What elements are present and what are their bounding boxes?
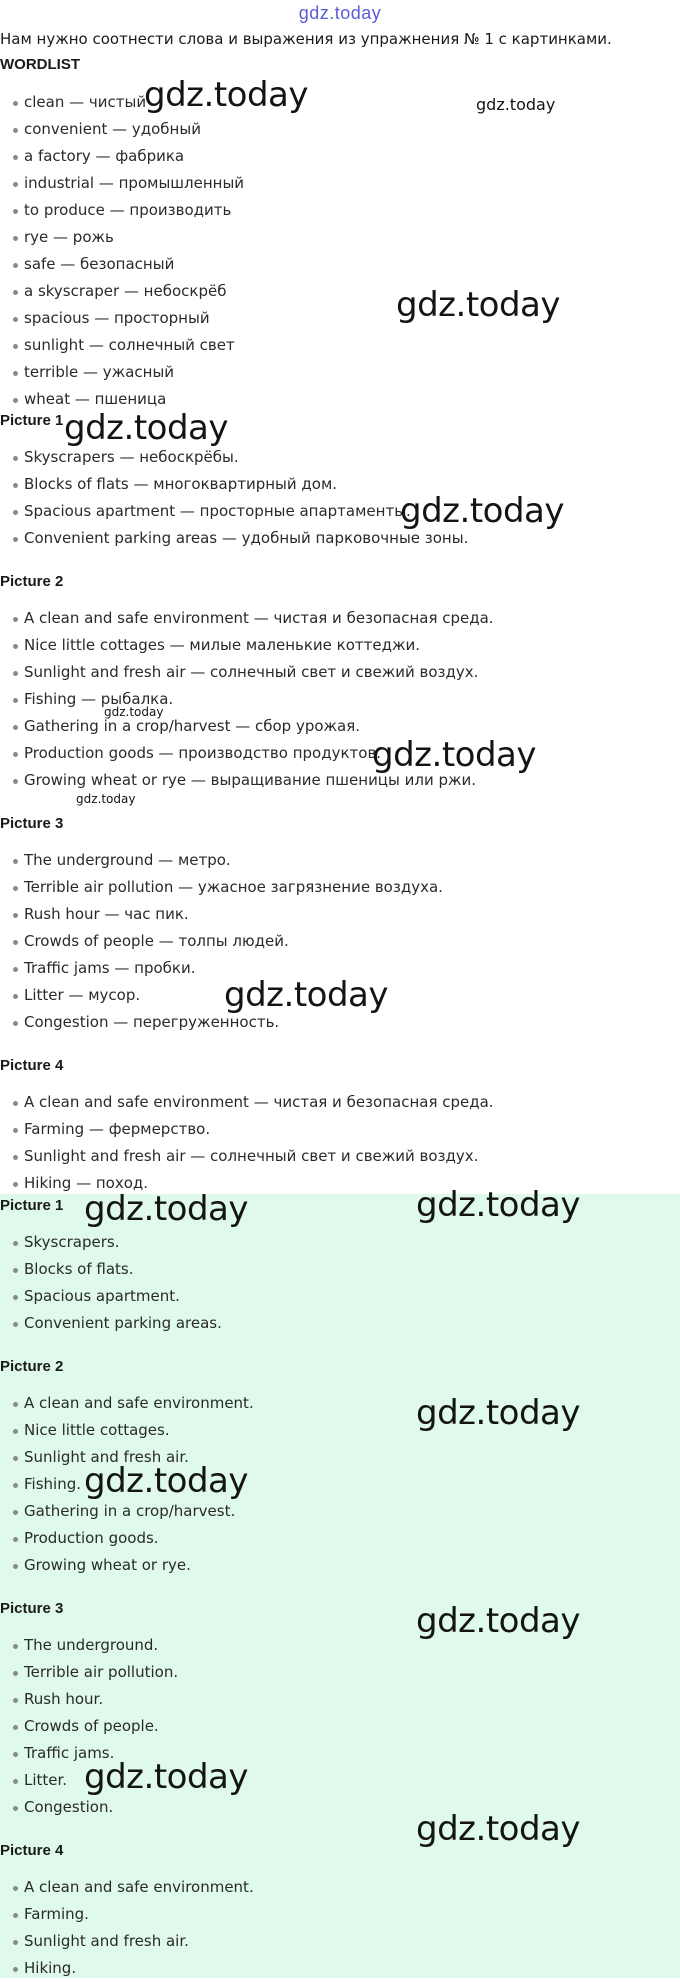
watermark: gdz.today bbox=[144, 75, 308, 115]
watermark: gdz.today bbox=[84, 1461, 248, 1501]
list-item: A clean and safe environment — чистая и безопасная среда. bbox=[0, 605, 494, 632]
picture-1-translation-list bbox=[0, 444, 468, 552]
list-item: Nice little cottages. bbox=[0, 1417, 254, 1444]
watermark: gdz.today bbox=[416, 1601, 580, 1641]
watermark: gdz.today bbox=[476, 95, 556, 114]
list-item: Growing wheat or rye — выращивание пшеницы или ржи. bbox=[0, 767, 494, 794]
list-item: A clean and safe environment. bbox=[0, 1390, 254, 1417]
picture-1-heading: Picture 1 bbox=[0, 412, 64, 429]
list-item: The underground. bbox=[0, 1632, 178, 1659]
list-item: Farming — фермерство. bbox=[0, 1116, 494, 1143]
list-item: A clean and safe environment. bbox=[0, 1874, 254, 1901]
watermark: gdz.today bbox=[224, 975, 388, 1015]
picture-4-heading: Picture 4 bbox=[0, 1057, 64, 1074]
answer-picture-2-list bbox=[0, 1390, 254, 1579]
list-item: rye — рожь bbox=[0, 224, 244, 251]
list-item: Production goods — производство продуктов. bbox=[0, 740, 494, 767]
list-item: Hiking. bbox=[0, 1955, 254, 1982]
watermark: gdz.today bbox=[84, 1757, 248, 1797]
answer-picture-1-heading: Picture 1 bbox=[0, 1197, 64, 1214]
wordlist bbox=[0, 89, 244, 413]
list-item: clean — чистый bbox=[0, 89, 244, 116]
list-item: Traffic jams. bbox=[0, 1740, 178, 1767]
list-item: Convenient parking areas. bbox=[0, 1310, 222, 1337]
list-item: safe — безопасный bbox=[0, 251, 244, 278]
picture-4-translation-list bbox=[0, 1089, 494, 1197]
list-item: Congestion. bbox=[0, 1794, 178, 1821]
list-item: Sunlight and fresh air. bbox=[0, 1444, 254, 1471]
list-item: Terrible air pollution. bbox=[0, 1659, 178, 1686]
list-item: Litter — мусор. bbox=[0, 982, 443, 1009]
list-item: Skyscrapers — небоскрёбы. bbox=[0, 444, 468, 471]
watermark: gdz.today bbox=[416, 1393, 580, 1433]
watermark: gdz.today bbox=[400, 491, 564, 531]
watermark: gdz.today bbox=[104, 705, 164, 719]
list-item: Blocks of flats. bbox=[0, 1256, 222, 1283]
list-item: industrial — промышленный bbox=[0, 170, 244, 197]
list-item: Sunlight and fresh air — солнечный свет и свежий воздух. bbox=[0, 659, 494, 686]
list-item: Spacious apartment — просторные апартаменты. bbox=[0, 498, 468, 525]
list-item: Skyscrapers. bbox=[0, 1229, 222, 1256]
site-logo[interactable]: gdz.today bbox=[298, 3, 382, 23]
list-item: Terrible air pollution — ужасное загрязнение воздуха. bbox=[0, 874, 443, 901]
answer-picture-3-list bbox=[0, 1632, 178, 1821]
watermark: gdz.today bbox=[416, 1185, 580, 1225]
picture-3-heading: Picture 3 bbox=[0, 815, 64, 832]
list-item: Blocks of flats — многоквартирный дом. bbox=[0, 471, 468, 498]
list-item: Farming. bbox=[0, 1901, 254, 1928]
list-item: spacious — просторный bbox=[0, 305, 244, 332]
list-item: Convenient parking areas — удобный парковочные зоны. bbox=[0, 525, 468, 552]
list-item: Congestion — перегруженность. bbox=[0, 1009, 443, 1036]
watermark: gdz.today bbox=[396, 285, 560, 325]
answer-picture-1-list bbox=[0, 1229, 222, 1337]
watermark: gdz.today bbox=[76, 792, 136, 806]
wordlist-heading: WORDLIST bbox=[0, 56, 80, 73]
list-item: A clean and safe environment — чистая и безопасная среда. bbox=[0, 1089, 494, 1116]
list-item: Litter. bbox=[0, 1767, 178, 1794]
watermark: gdz.today bbox=[64, 408, 228, 448]
list-item: Growing wheat or rye. bbox=[0, 1552, 254, 1579]
watermark: gdz.today bbox=[416, 1809, 580, 1849]
list-item: Hiking — поход. bbox=[0, 1170, 494, 1197]
picture-2-translation-list bbox=[0, 605, 494, 794]
watermark: gdz.today bbox=[84, 1189, 248, 1229]
list-item: Rush hour — час пик. bbox=[0, 901, 443, 928]
list-item: Gathering in a crop/harvest — сбор урожая. bbox=[0, 713, 494, 740]
list-item: convenient — удобный bbox=[0, 116, 244, 143]
list-item: wheat — пшеница bbox=[0, 386, 244, 413]
list-item: a factory — фабрика bbox=[0, 143, 244, 170]
list-item: a skyscraper — небоскрёб bbox=[0, 278, 244, 305]
answer-picture-2-heading: Picture 2 bbox=[0, 1358, 64, 1375]
list-item: Sunlight and fresh air. bbox=[0, 1928, 254, 1955]
list-item: Fishing. bbox=[0, 1471, 254, 1498]
list-item: Crowds of people — толпы людей. bbox=[0, 928, 443, 955]
answer-picture-4-list bbox=[0, 1874, 254, 1982]
list-item: Crowds of people. bbox=[0, 1713, 178, 1740]
list-item: Spacious apartment. bbox=[0, 1283, 222, 1310]
list-item: Rush hour. bbox=[0, 1686, 178, 1713]
list-item: The underground — метро. bbox=[0, 847, 443, 874]
list-item: Gathering in a crop/harvest. bbox=[0, 1498, 254, 1525]
picture-3-translation-list bbox=[0, 847, 443, 1036]
list-item: Traffic jams — пробки. bbox=[0, 955, 443, 982]
list-item: Production goods. bbox=[0, 1525, 254, 1552]
list-item: to produce — производить bbox=[0, 197, 244, 224]
list-item: sunlight — солнечный свет bbox=[0, 332, 244, 359]
picture-2-heading: Picture 2 bbox=[0, 573, 64, 590]
watermark: gdz.today bbox=[372, 735, 536, 775]
list-item: terrible — ужасный bbox=[0, 359, 244, 386]
list-item: Sunlight and fresh air — солнечный свет и свежий воздух. bbox=[0, 1143, 494, 1170]
intro-text: Нам нужно соотнести слова и выражения из упражнения № 1 с картинками. bbox=[0, 30, 612, 48]
answer-picture-3-heading: Picture 3 bbox=[0, 1600, 64, 1617]
list-item: Nice little cottages — милые маленькие коттеджи. bbox=[0, 632, 494, 659]
answer-picture-4-heading: Picture 4 bbox=[0, 1842, 64, 1859]
list-item: Fishing — рыбалка. bbox=[0, 686, 494, 713]
